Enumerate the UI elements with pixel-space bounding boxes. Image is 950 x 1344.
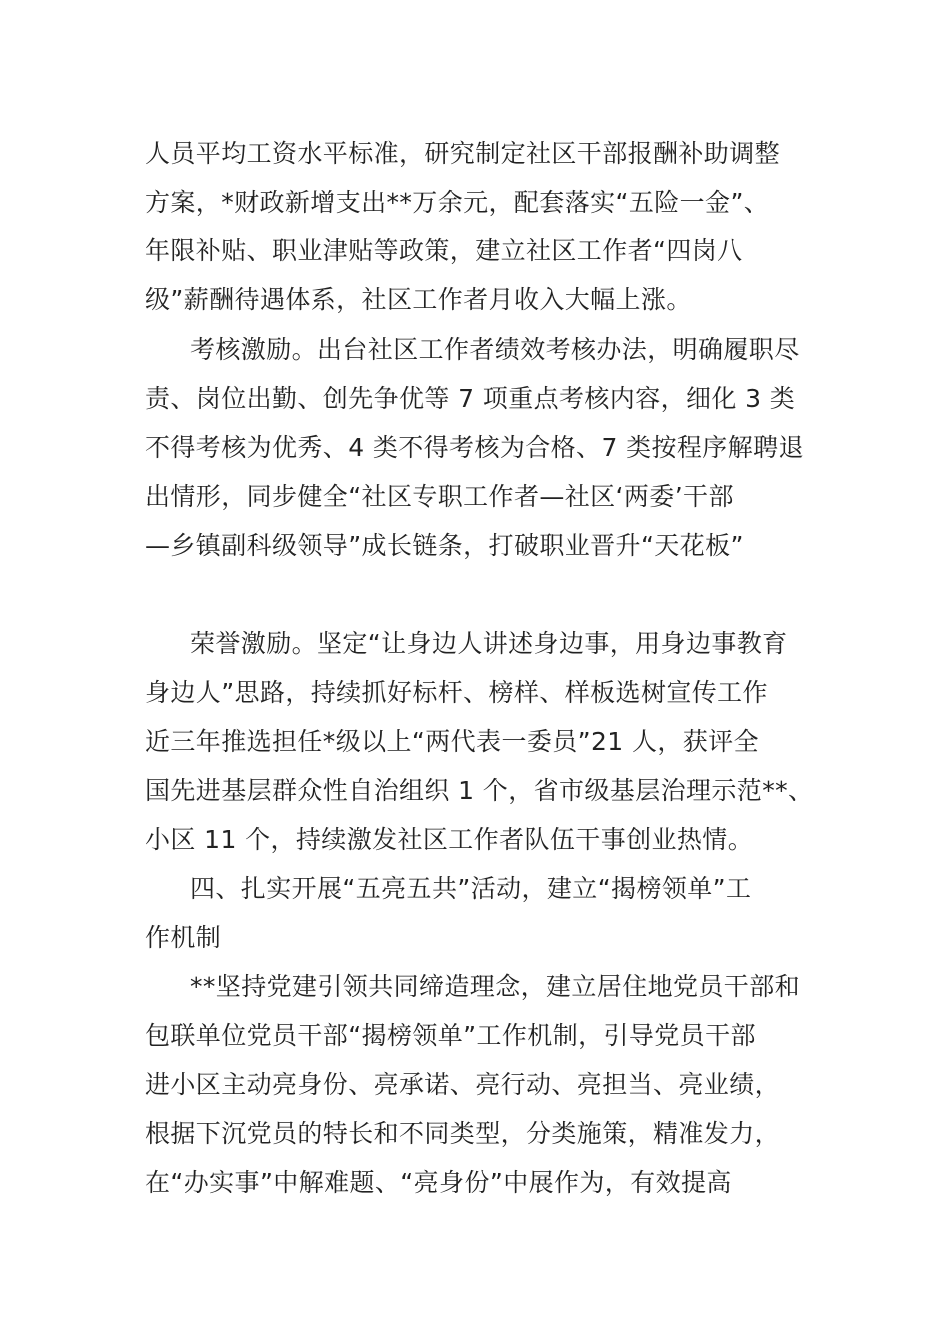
text-line: 不得考核为优秀、4 类不得考核为合格、7 类按程序解聘退 [145,433,804,462]
text-line: 进小区主动亮身份、亮承诺、亮行动、亮担当、亮业绩， [145,1070,781,1099]
text-line: 根据下沉党员的特长和不同类型，分类施策，精准发力， [145,1119,781,1148]
text-line: 国先进基层群众性自治组织 1 个，省市级基层治理示范**、 [145,776,814,805]
text-line: 责、岗位出勤、创先争优等 7 项重点考核内容，细化 3 类 [145,384,796,413]
paragraph-first-line: 考核激励。出台社区工作者绩效考核办法，明确履职尽 [190,335,800,364]
text-line: 在“办实事”中解难题、“亮身份”中展作为，有效提高 [145,1168,732,1197]
text-line: 近三年推选担任*级以上“两代表一委员”21 人，获评全 [145,727,759,756]
section-heading: 四、扎实开展“五亮五共”活动，建立“揭榜领单”工 [190,874,752,903]
text-line: 包联单位党员干部“揭榜领单”工作机制，引导党员干部 [145,1021,756,1050]
text-line: 小区 11 个，持续激发社区工作者队伍干事创业热情。 [145,825,754,854]
paragraph-first-line: **坚持党建引领共同缔造理念，建立居住地党员干部和 [190,972,801,1001]
text-line: 方案，*财政新增支出**万余元，配套落实“五险一金”、 [145,188,770,217]
text-line: 级”薪酬待遇体系，社区工作者月收入大幅上涨。 [145,285,692,314]
text-line: 出情形，同步健全“社区专职工作者—社区‘两委’干部 [145,482,734,511]
text-line: 人员平均工资水平标准，研究制定社区干部报酬补助调整 [145,139,781,168]
text-line: 身边人”思路，持续抓好标杆、榜样、样板选树宣传工作 [145,678,768,707]
section-heading-continuation: 作机制 [145,923,222,952]
paragraph-first-line: 荣誉激励。坚定“让身边人讲述身边事，用身边事教育 [190,629,788,658]
text-line: —乡镇副科级领导”成长链条，打破职业晋升“天花板” [145,531,744,560]
text-line: 年限补贴、职业津贴等政策，建立社区工作者“四岗八 [145,236,743,265]
